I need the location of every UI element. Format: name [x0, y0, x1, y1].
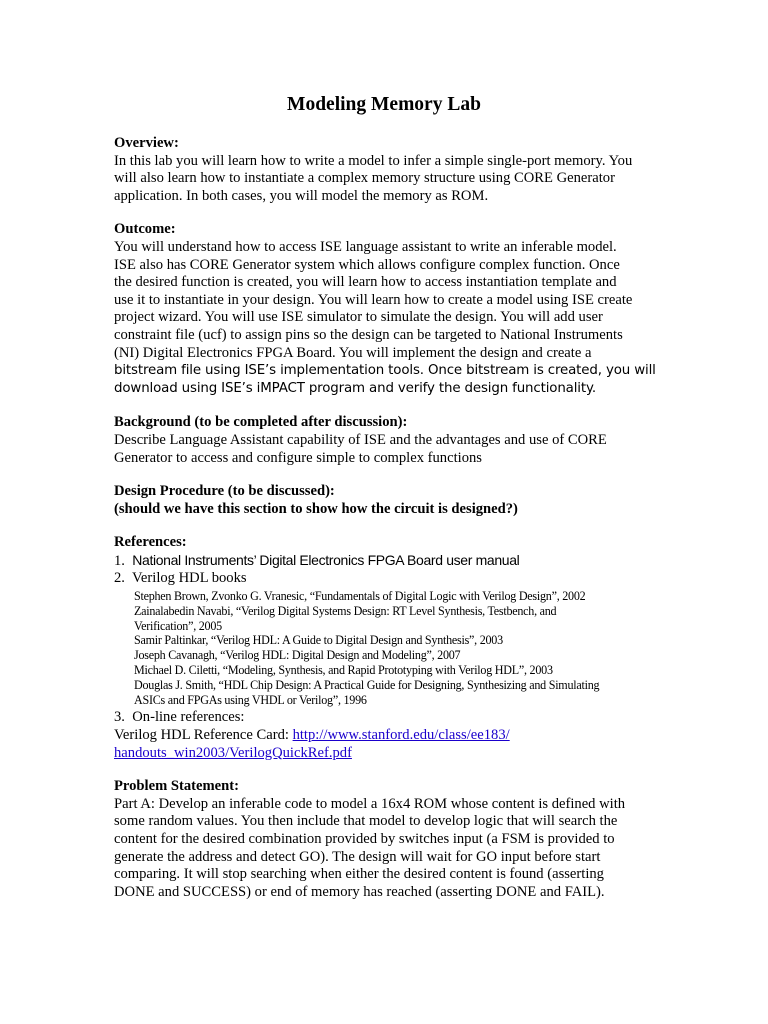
problem-statement-line: content for the desired combination provided by switches input (a FSM is provided to: [114, 831, 615, 847]
references-section: [114, 534, 654, 762]
reference-card-link[interactable]: http://www.stanford.edu/class/ee183/: [292, 727, 510, 744]
book-entry: Samir Paltinkar, “Verilog HDL: A Guide to Digital Design and Synthesis”, 2003: [134, 633, 503, 648]
reference-item-3: [114, 709, 654, 727]
problem-statement-line: some random values. You then include that model to develop logic that will search the: [114, 813, 618, 830]
reference-number: 1.: [114, 552, 125, 569]
design-procedure-section: [114, 483, 654, 518]
outcome-line: bitstream file using ISE’s implementation tools. Once bitstream is created, you will: [114, 363, 656, 379]
book-entry: Stephen Brown, Zvonko G. Vranesic, “Fundamentals of Digital Logic with Verilog Design”, 2002: [134, 589, 586, 604]
overview-line: will also learn how to instantiate a complex memory structure using CORE Generator: [114, 170, 615, 187]
document-body: [114, 135, 654, 917]
background-section: [114, 414, 654, 467]
background-line: Generator to access and configure simple to complex functions: [114, 449, 482, 466]
references-heading: References:: [114, 534, 187, 551]
book-entry: Zainalabedin Navabi, “Verilog Digital Systems Design: RT Level Synthesis, Testbench, and: [134, 603, 557, 618]
problem-statement-line: comparing. It will stop searching when either the desired content is found (asserting: [114, 866, 604, 883]
reference-number: 2.: [114, 570, 125, 587]
reference-text: On-line references:: [132, 709, 245, 726]
background-heading: Background (to be completed after discussion):: [114, 414, 408, 431]
problem-statement-line: generate the address and detect GO). The design will wait for GO input before start: [114, 848, 601, 865]
book-entry: Michael D. Ciletti, “Modeling, Synthesis, and Rapid Prototyping with Verilog HDL”, 2003: [134, 663, 553, 678]
book-entry: Joseph Cavanagh, “Verilog HDL: Digital Design and Modeling”, 2007: [134, 648, 461, 663]
reference-text: National Instruments’ Digital Electronics FPGA Board user manual: [132, 551, 520, 568]
outcome-line: project wizard. You will use ISE simulator to simulate the design. You will add user: [114, 309, 603, 326]
book-list: [134, 589, 654, 707]
overview-line: In this lab you will learn how to write a model to infer a simple single-port memory. You: [114, 152, 633, 169]
design-procedure-note: (should we have this section to show how the circuit is designed?): [114, 500, 518, 517]
problem-statement-heading: Problem Statement:: [114, 778, 239, 795]
reference-item-2: [114, 570, 654, 588]
overview-line: application. In both cases, you will model the memory as ROM.: [114, 187, 489, 204]
book-entry: ASICs and FPGAs using VHDL or Verilog”, 1996: [134, 692, 367, 707]
document-title: Modeling Memory Lab: [287, 94, 481, 115]
reference-card-line: [114, 727, 654, 745]
outcome-line: use it to instantiate in your design. You will learn how to create a model using ISE create: [114, 291, 633, 308]
book-entry: Verification”, 2005: [134, 618, 222, 633]
overview-heading: Overview:: [114, 135, 179, 151]
outcome-section: [114, 221, 654, 397]
outcome-line: constraint file (ucf) to assign pins so the design can be targeted to National Instruments: [114, 326, 623, 343]
background-line: Describe Language Assistant capability of ISE and the advantages and use of CORE: [114, 431, 607, 448]
problem-statement-line: DONE and SUCCESS) or end of memory has reached (asserting DONE and FAIL).: [114, 883, 605, 900]
design-procedure-heading: Design Procedure (to be discussed):: [114, 483, 335, 500]
reference-card-label: Verilog HDL Reference Card:: [114, 727, 293, 744]
reference-text: Verilog HDL books: [132, 570, 247, 587]
problem-statement-section: [114, 778, 654, 901]
reference-number: 3.: [114, 709, 125, 726]
outcome-line: ISE also has CORE Generator system which allows configure complex function. Once: [114, 256, 620, 273]
problem-statement-line: Part A: Develop an inferable code to model a 16x4 ROM whose content is defined with: [114, 795, 626, 812]
book-entry: Douglas J. Smith, “HDL Chip Design: A Practical Guide for Designing, Synthesizing and Simulating: [134, 677, 600, 692]
outcome-heading: Outcome:: [114, 221, 176, 238]
overview-section: [114, 135, 654, 205]
reference-card-link-continued[interactable]: handouts_win2003/VerilogQuickRef.pdf: [114, 744, 352, 761]
reference-item-1: [114, 552, 654, 571]
outcome-line: (NI) Digital Electronics FPGA Board. You will implement the design and create a: [114, 344, 592, 361]
outcome-line: the desired function is created, you will learn how to access instantiation template and: [114, 274, 617, 291]
outcome-line: You will understand how to access ISE language assistant to write an inferable model.: [114, 238, 617, 255]
reference-card-line: [114, 745, 654, 763]
outcome-line: download using ISE’s iMPACT program and verify the design functionality.: [114, 380, 596, 396]
